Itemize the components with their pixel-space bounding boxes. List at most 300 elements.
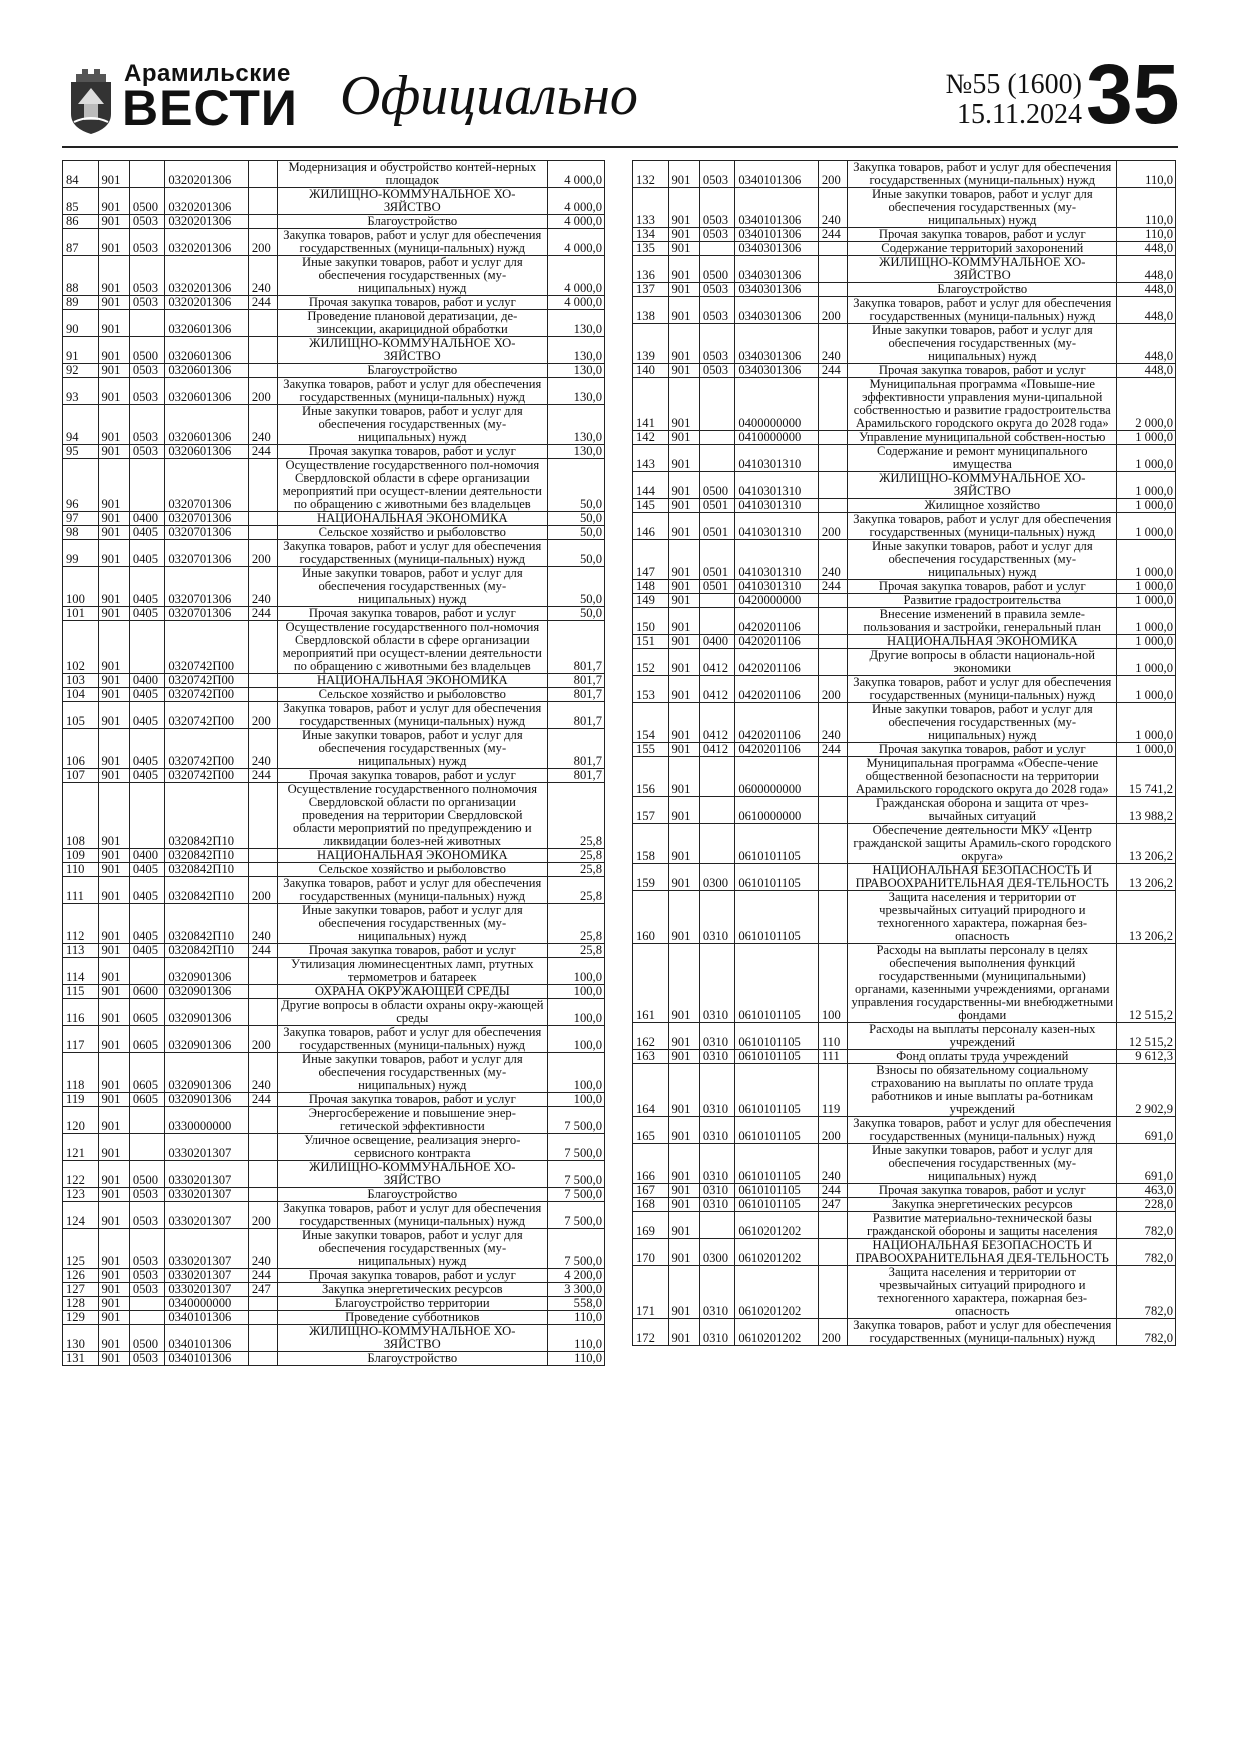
table-row: [633, 1117, 1176, 1144]
target-article-code: 0320901306: [165, 1093, 249, 1107]
amount: 9 612,3: [1117, 1050, 1176, 1064]
admin-code: 901: [98, 1134, 129, 1161]
admin-code: 901: [668, 378, 699, 431]
section-code: 0405: [129, 526, 165, 540]
table-row: [63, 229, 605, 256]
expense-type-code: [248, 1161, 277, 1188]
section-code: 0503: [699, 283, 735, 297]
budget-table-right: [632, 160, 1176, 1346]
line-description: Содержание территорий захоронений: [848, 242, 1117, 256]
amount: 2 000,0: [1117, 378, 1176, 431]
admin-code: 901: [98, 1229, 129, 1269]
line-description: Иные закупки товаров, работ и услуг для обеспечения государственных (му-ниципальных) нужд: [278, 729, 547, 769]
table-row: [633, 1198, 1176, 1212]
line-description: Закупка товаров, работ и услуг для обеспечения государственных (муници-пальных) нужд: [848, 513, 1117, 540]
admin-code: 901: [668, 635, 699, 649]
expense-type-code: [818, 608, 847, 635]
expense-type-code: 240: [248, 256, 277, 296]
amount: 1 000,0: [1117, 635, 1176, 649]
expense-type-code: 244: [818, 743, 847, 757]
expense-type-code: [818, 1266, 847, 1319]
expense-type-code: [248, 215, 277, 229]
expense-type-code: 240: [818, 703, 847, 743]
expense-type-code: 244: [248, 296, 277, 310]
row-number: 143: [633, 445, 669, 472]
line-description: ЖИЛИЩНО-КОММУНАЛЬНОЕ ХО-ЗЯЙСТВО: [278, 1325, 547, 1352]
table-row: [633, 283, 1176, 297]
amount: 25,8: [547, 904, 604, 944]
row-number: 167: [633, 1184, 669, 1198]
expense-type-code: [818, 649, 847, 676]
table-row: [633, 757, 1176, 797]
table-row: [63, 1325, 605, 1352]
amount: 801,7: [547, 621, 604, 674]
amount: 801,7: [547, 729, 604, 769]
expense-type-code: [248, 1297, 277, 1311]
row-number: 87: [63, 229, 99, 256]
coat-of-arms-icon: [66, 64, 116, 136]
row-number: 148: [633, 580, 669, 594]
row-number: 166: [633, 1144, 669, 1184]
admin-code: 901: [98, 877, 129, 904]
row-number: 171: [633, 1266, 669, 1319]
section-code: [129, 783, 165, 849]
target-article-code: 0410301310: [735, 472, 819, 499]
target-article-code: 0610101105: [735, 1198, 819, 1212]
target-article-code: 0410301310: [735, 580, 819, 594]
table-row: [63, 1297, 605, 1311]
table-row: [63, 188, 605, 215]
admin-code: 901: [98, 445, 129, 459]
admin-code: 901: [98, 1026, 129, 1053]
table-row: [63, 459, 605, 512]
amount: 4 200,0: [547, 1269, 604, 1283]
target-article-code: 0320701306: [165, 526, 249, 540]
line-description: Сельское хозяйство и рыболовство: [278, 863, 547, 877]
target-article-code: 0330201307: [165, 1134, 249, 1161]
expense-type-code: [248, 188, 277, 215]
admin-code: 901: [98, 296, 129, 310]
table-row: [63, 296, 605, 310]
section-code: 0405: [129, 769, 165, 783]
expense-type-code: [248, 849, 277, 863]
row-number: 102: [63, 621, 99, 674]
target-article-code: 0320601306: [165, 405, 249, 445]
section-code: 0405: [129, 944, 165, 958]
expense-type-code: 200: [248, 229, 277, 256]
line-description: Иные закупки товаров, работ и услуг для обеспечения государственных (му-ниципальных) нужд: [848, 324, 1117, 364]
section-code: 0503: [699, 364, 735, 378]
section-code: [699, 608, 735, 635]
row-number: 144: [633, 472, 669, 499]
table-row: [633, 228, 1176, 242]
admin-code: 901: [668, 431, 699, 445]
section-code: 0400: [129, 849, 165, 863]
amount: 691,0: [1117, 1144, 1176, 1184]
admin-code: 901: [98, 405, 129, 445]
table-row: [633, 1050, 1176, 1064]
table-row: [63, 985, 605, 999]
line-description: Сельское хозяйство и рыболовство: [278, 526, 547, 540]
row-number: 112: [63, 904, 99, 944]
expense-type-code: 200: [248, 1202, 277, 1229]
amount: 130,0: [547, 378, 604, 405]
admin-code: 901: [98, 958, 129, 985]
target-article-code: 0320742П00: [165, 769, 249, 783]
expense-type-code: 240: [248, 405, 277, 445]
section-code: [699, 378, 735, 431]
table-row: [633, 703, 1176, 743]
expense-type-code: 200: [818, 676, 847, 703]
target-article-code: 0420201106: [735, 703, 819, 743]
amount: 100,0: [547, 985, 604, 999]
row-number: 91: [63, 337, 99, 364]
row-number: 125: [63, 1229, 99, 1269]
header-rule: [62, 146, 1178, 148]
issue-number: №55 (1600): [945, 69, 1082, 100]
admin-code: 901: [98, 364, 129, 378]
line-description: Иные закупки товаров, работ и услуг для обеспечения государственных (му-ниципальных) нужд: [848, 1144, 1117, 1184]
expense-type-code: 244: [248, 944, 277, 958]
expense-type-code: 240: [248, 1229, 277, 1269]
section-code: 0503: [129, 256, 165, 296]
target-article-code: 0320742П00: [165, 621, 249, 674]
line-description: Расходы на выплаты персоналу в целях обеспечения выполнения функций государственными (муниципальными) органами, казенными учреждениями, органами управления государственны-ми внебюджетными фондами: [848, 944, 1117, 1023]
issue-info: [882, 70, 1082, 130]
table-row: [633, 188, 1176, 228]
target-article-code: 0320901306: [165, 1026, 249, 1053]
admin-code: 901: [98, 161, 129, 188]
target-article-code: 0340301306: [735, 324, 819, 364]
table-row: [633, 378, 1176, 431]
table-row: [63, 445, 605, 459]
expense-type-code: [818, 891, 847, 944]
admin-code: 901: [98, 1202, 129, 1229]
line-description: НАЦИОНАЛЬНАЯ БЕЗОПАСНОСТЬ И ПРАВООХРАНИТЕЛЬНАЯ ДЕЯ-ТЕЛЬНОСТЬ: [848, 1239, 1117, 1266]
line-description: Муниципальная программа «Обеспе-чение общественной безопасности на территории Арамильского городского округа до 2028 года»: [848, 757, 1117, 797]
expense-type-code: [818, 499, 847, 513]
page-number: 35: [1086, 47, 1180, 141]
amount: 130,0: [547, 405, 604, 445]
amount: 130,0: [547, 337, 604, 364]
row-number: 116: [63, 999, 99, 1026]
line-description: Закупка товаров, работ и услуг для обеспечения государственных (муници-пальных) нужд: [278, 378, 547, 405]
section-code: 0500: [129, 188, 165, 215]
newspaper-logo: [62, 58, 298, 136]
target-article-code: 0330201307: [165, 1229, 249, 1269]
line-description: Проведение плановой дератизации, де-зинсекции, акарицидной обработки: [278, 310, 547, 337]
admin-code: 901: [98, 674, 129, 688]
section-code: 0605: [129, 1053, 165, 1093]
table-row: [63, 378, 605, 405]
table-row: [633, 1144, 1176, 1184]
expense-type-code: [818, 445, 847, 472]
section-code: 0503: [129, 378, 165, 405]
section-code: 0501: [699, 580, 735, 594]
line-description: Иные закупки товаров, работ и услуг для обеспечения государственных (му-ниципальных) нужд: [278, 904, 547, 944]
table-row: [63, 364, 605, 378]
expense-type-code: 200: [248, 378, 277, 405]
admin-code: 901: [668, 1144, 699, 1184]
expense-type-code: 247: [248, 1283, 277, 1297]
line-description: Благоустройство: [278, 1352, 547, 1366]
line-description: НАЦИОНАЛЬНАЯ ЭКОНОМИКА: [278, 674, 547, 688]
table-row: [633, 324, 1176, 364]
row-number: 126: [63, 1269, 99, 1283]
row-number: 100: [63, 567, 99, 607]
line-description: Осуществление государственного полномочия Свердловской области по организации проведения на территории Свердловской области мероприятий по предупреждению и ликвидации болез-ней животных: [278, 783, 547, 849]
section-code: 0310: [699, 1064, 735, 1117]
target-article-code: 0330201307: [165, 1269, 249, 1283]
admin-code: 901: [98, 512, 129, 526]
section-code: 0310: [699, 1117, 735, 1144]
section-code: 0405: [129, 688, 165, 702]
line-description: Благоустройство: [278, 1188, 547, 1202]
section-code: [699, 431, 735, 445]
table-row: [633, 580, 1176, 594]
target-article-code: 0320701306: [165, 459, 249, 512]
target-article-code: 0400000000: [735, 378, 819, 431]
admin-code: 901: [668, 824, 699, 864]
section-code: [129, 621, 165, 674]
amount: 100,0: [547, 1053, 604, 1093]
table-row: [633, 513, 1176, 540]
target-article-code: 0320201306: [165, 188, 249, 215]
section-code: 0500: [129, 1325, 165, 1352]
section-code: [129, 459, 165, 512]
line-description: Иные закупки товаров, работ и услуг для обеспечения государственных (му-ниципальных) нужд: [278, 1053, 547, 1093]
expense-type-code: [818, 797, 847, 824]
target-article-code: 0320901306: [165, 1053, 249, 1093]
line-description: Внесение изменений в правила земле-пользования и застройки, генеральный план: [848, 608, 1117, 635]
section-code: [129, 1134, 165, 1161]
amount: 801,7: [547, 769, 604, 783]
row-number: 122: [63, 1161, 99, 1188]
admin-code: 901: [98, 567, 129, 607]
issue-date: 15.11.2024: [957, 99, 1082, 130]
section-code: 0412: [699, 649, 735, 676]
expense-type-code: 244: [818, 1184, 847, 1198]
amount: 448,0: [1117, 256, 1176, 283]
target-article-code: 0320201306: [165, 229, 249, 256]
section-code: 0405: [129, 863, 165, 877]
section-code: [699, 757, 735, 797]
amount: 1 000,0: [1117, 608, 1176, 635]
admin-code: 901: [98, 1093, 129, 1107]
line-description: Закупка товаров, работ и услуг для обеспечения государственных (муници-пальных) нужд: [278, 877, 547, 904]
amount: 110,0: [1117, 228, 1176, 242]
table-row: [63, 1269, 605, 1283]
admin-code: 901: [98, 1161, 129, 1188]
admin-code: 901: [98, 337, 129, 364]
line-description: Прочая закупка товаров, работ и услуг: [278, 607, 547, 621]
row-number: 169: [633, 1212, 669, 1239]
admin-code: 901: [668, 324, 699, 364]
admin-code: 901: [668, 864, 699, 891]
target-article-code: 0610101105: [735, 1117, 819, 1144]
table-row: [63, 526, 605, 540]
page-header: [62, 47, 1180, 144]
row-number: 128: [63, 1297, 99, 1311]
admin-code: 901: [668, 540, 699, 580]
amount: 1 000,0: [1117, 580, 1176, 594]
section-code: [129, 1297, 165, 1311]
target-article-code: 0610101105: [735, 1050, 819, 1064]
amount: 782,0: [1117, 1319, 1176, 1346]
amount: 448,0: [1117, 242, 1176, 256]
target-article-code: 0610201202: [735, 1319, 819, 1346]
row-number: 139: [633, 324, 669, 364]
line-description: Управление муниципальной собствен-ностью: [848, 431, 1117, 445]
section-code: 0300: [699, 864, 735, 891]
row-number: 97: [63, 512, 99, 526]
target-article-code: 0610201202: [735, 1239, 819, 1266]
admin-code: 901: [668, 364, 699, 378]
line-description: Обеспечение деятельности МКУ «Центр гражданской защиты Арамиль-ского городского округа»: [848, 824, 1117, 864]
row-number: 101: [63, 607, 99, 621]
amount: 15 741,2: [1117, 757, 1176, 797]
target-article-code: 0610101105: [735, 1064, 819, 1117]
line-description: ЖИЛИЩНО-КОММУНАЛЬНОЕ ХО-ЗЯЙСТВО: [278, 188, 547, 215]
expense-type-code: [248, 364, 277, 378]
table-row: [633, 944, 1176, 1023]
row-number: 104: [63, 688, 99, 702]
expense-type-code: [248, 783, 277, 849]
section-code: 0412: [699, 703, 735, 743]
section-code: 0501: [699, 499, 735, 513]
expense-type-code: 200: [818, 513, 847, 540]
table-row: [633, 256, 1176, 283]
expense-type-code: [818, 431, 847, 445]
table-row: [63, 999, 605, 1026]
section-code: 0503: [129, 1188, 165, 1202]
target-article-code: 0320201306: [165, 296, 249, 310]
line-description: Развитие материально-технической базы гражданской обороны и защиты населения: [848, 1212, 1117, 1239]
table-row: [633, 364, 1176, 378]
row-number: 163: [633, 1050, 669, 1064]
line-description: Прочая закупка товаров, работ и услуг: [848, 364, 1117, 378]
table-row: [63, 607, 605, 621]
row-number: 137: [633, 283, 669, 297]
amount: 110,0: [1117, 161, 1176, 188]
target-article-code: 0320842П10: [165, 783, 249, 849]
amount: 228,0: [1117, 1198, 1176, 1212]
section-code: 0503: [699, 161, 735, 188]
row-number: 86: [63, 215, 99, 229]
section-code: [129, 1107, 165, 1134]
line-description: Прочая закупка товаров, работ и услуг: [278, 769, 547, 783]
table-row: [63, 769, 605, 783]
row-number: 138: [633, 297, 669, 324]
admin-code: 901: [668, 472, 699, 499]
table-row: [633, 649, 1176, 676]
amount: 4 000,0: [547, 296, 604, 310]
amount: 1 000,0: [1117, 649, 1176, 676]
admin-code: 901: [668, 1319, 699, 1346]
section-code: 0500: [129, 1161, 165, 1188]
expense-type-code: [248, 1352, 277, 1366]
table-row: [63, 877, 605, 904]
amount: 782,0: [1117, 1266, 1176, 1319]
amount: 25,8: [547, 849, 604, 863]
target-article-code: 0330201307: [165, 1188, 249, 1202]
table-row: [63, 729, 605, 769]
admin-code: 901: [668, 1198, 699, 1212]
section-code: 0503: [699, 188, 735, 228]
line-description: НАЦИОНАЛЬНАЯ ЭКОНОМИКА: [278, 512, 547, 526]
row-number: 136: [633, 256, 669, 283]
target-article-code: 0610101105: [735, 1144, 819, 1184]
admin-code: 901: [668, 256, 699, 283]
expense-type-code: 244: [248, 769, 277, 783]
admin-code: 901: [98, 688, 129, 702]
admin-code: 901: [668, 445, 699, 472]
admin-code: 901: [98, 526, 129, 540]
section-code: 0503: [129, 296, 165, 310]
admin-code: 901: [668, 1064, 699, 1117]
amount: 110,0: [547, 1325, 604, 1352]
target-article-code: 0410301310: [735, 540, 819, 580]
section-code: 0500: [699, 256, 735, 283]
section-code: 0310: [699, 1266, 735, 1319]
line-description: Иные закупки товаров, работ и услуг для обеспечения государственных (му-ниципальных) нужд: [278, 405, 547, 445]
expense-type-code: [818, 635, 847, 649]
target-article-code: 0320201306: [165, 161, 249, 188]
row-number: 159: [633, 864, 669, 891]
admin-code: 901: [668, 1117, 699, 1144]
row-number: 120: [63, 1107, 99, 1134]
row-number: 121: [63, 1134, 99, 1161]
section-code: 0405: [129, 540, 165, 567]
amount: 1 000,0: [1117, 703, 1176, 743]
row-number: 89: [63, 296, 99, 310]
table-row: [63, 863, 605, 877]
section-code: 0405: [129, 607, 165, 621]
section-code: 0501: [699, 540, 735, 580]
line-description: Расходы на выплаты персоналу казен-ных учреждений: [848, 1023, 1117, 1050]
admin-code: 901: [668, 242, 699, 256]
target-article-code: 0320601306: [165, 310, 249, 337]
row-number: 168: [633, 1198, 669, 1212]
amount: 4 000,0: [547, 229, 604, 256]
expense-type-code: 240: [248, 1053, 277, 1093]
table-row: [63, 1026, 605, 1053]
admin-code: 901: [98, 904, 129, 944]
row-number: 117: [63, 1026, 99, 1053]
section-code: 0310: [699, 1198, 735, 1212]
target-article-code: 0610101105: [735, 1023, 819, 1050]
row-number: 85: [63, 188, 99, 215]
amount: 110,0: [1117, 188, 1176, 228]
budget-table-left: [62, 160, 605, 1366]
row-number: 95: [63, 445, 99, 459]
target-article-code: 0320701306: [165, 567, 249, 607]
target-article-code: 0420201106: [735, 676, 819, 703]
target-article-code: 0320842П10: [165, 904, 249, 944]
table-row: [63, 310, 605, 337]
admin-code: 901: [668, 1266, 699, 1319]
amount: 782,0: [1117, 1212, 1176, 1239]
admin-code: 901: [98, 1188, 129, 1202]
admin-code: 901: [98, 1269, 129, 1283]
row-number: 119: [63, 1093, 99, 1107]
line-description: Иные закупки товаров, работ и услуг для обеспечения государственных (му-ниципальных) нужд: [278, 567, 547, 607]
section-code: [129, 958, 165, 985]
row-number: 131: [63, 1352, 99, 1366]
row-number: 130: [63, 1325, 99, 1352]
amount: 13 206,2: [1117, 864, 1176, 891]
expense-type-code: [818, 283, 847, 297]
